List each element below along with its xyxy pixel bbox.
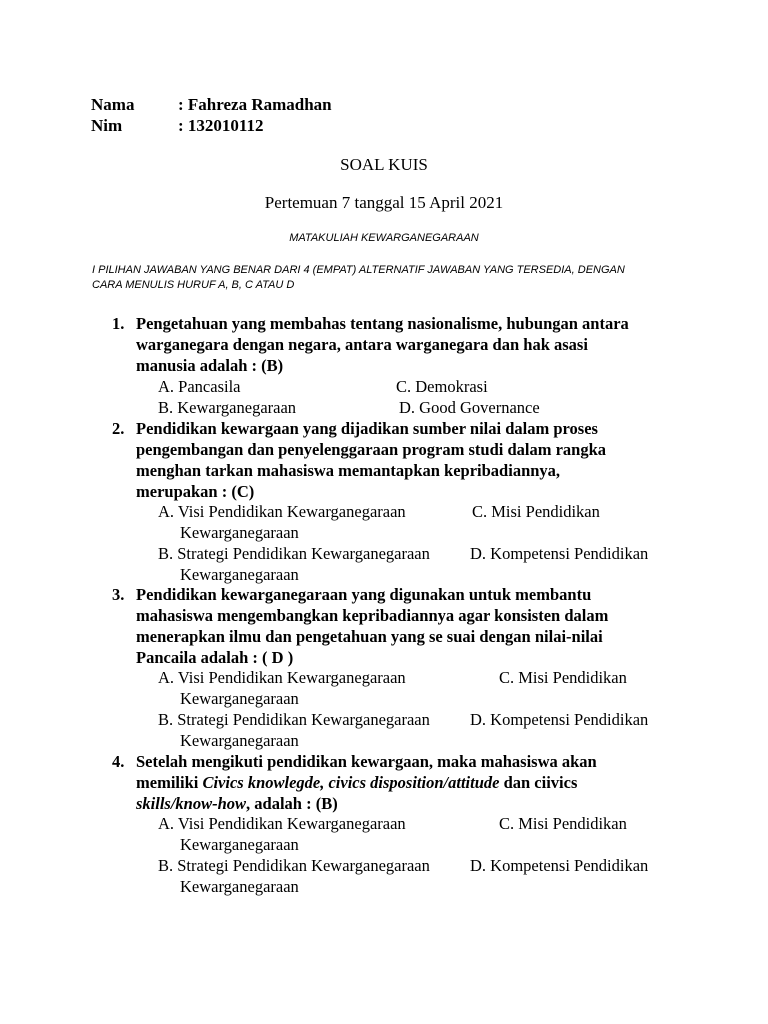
option-a: A. Visi Pendidikan Kewarganegaraan	[158, 502, 406, 521]
option-b: B. Strategi Pendidikan Kewarganegaraan	[158, 544, 430, 563]
question-text-line	[136, 793, 338, 814]
option-d: D. Kompetensi Pendidikan	[470, 856, 649, 875]
option-c: C. Misi Pendidikan	[472, 502, 600, 521]
option-b-continued: Kewarganegaraan	[180, 565, 299, 584]
option-b: B. Strategi Pendidikan Kewarganegaraan	[158, 710, 430, 729]
option-b: B. Strategi Pendidikan Kewarganegaraan	[158, 856, 430, 875]
question-number: 4.	[112, 752, 125, 771]
option-a-continued: Kewarganegaraan	[180, 523, 299, 542]
instruction-line-1: I PILIHAN JAWABAN YANG BENAR DARI 4 (EMPAT) ALTERNATIF JAWABAN YANG TERSEDIA, DENGAN	[92, 264, 625, 276]
nim-value: : 132010112	[178, 116, 264, 135]
question-number: 1.	[112, 314, 125, 333]
question-text-line: merupakan : (C)	[136, 482, 255, 501]
name-value: : Fahreza Ramadhan	[178, 95, 332, 114]
option-d: D. Kompetensi Pendidikan	[470, 544, 649, 563]
option-a-continued: Kewarganegaraan	[180, 835, 299, 854]
question-text-line: warganegara dengan negara, antara warganegara dan hak asasi	[136, 335, 588, 354]
question-text-segment: memiliki	[136, 773, 203, 792]
option-b-continued: Kewarganegaraan	[180, 877, 299, 896]
option-c: C. Misi Pendidikan	[499, 668, 627, 687]
question-text-line: manusia adalah : (B)	[136, 356, 284, 375]
option-b: B. Kewarganegaraan	[158, 398, 297, 417]
page-title: SOAL KUIS	[340, 155, 428, 174]
question-text-line: Pendidikan kewarganegaraan yang digunakan untuk membantu	[136, 585, 592, 604]
question-text-italic: Civics knowlegde, civics disposition/attitude	[202, 773, 500, 792]
question-text-line	[136, 772, 577, 793]
option-c: C. Misi Pendidikan	[499, 814, 627, 833]
question-text-line: mahasiswa mengembangkan kepribadiannya agar konsisten dalam	[136, 606, 609, 625]
name-label: Nama	[91, 95, 135, 114]
option-a: A. Visi Pendidikan Kewarganegaraan	[158, 814, 406, 833]
option-a: A. Pancasila	[158, 377, 241, 396]
option-a: A. Visi Pendidikan Kewarganegaraan	[158, 668, 406, 687]
option-d: D. Good Governance	[399, 398, 540, 417]
option-a-continued: Kewarganegaraan	[180, 689, 299, 708]
question-text-line: menghan tarkan mahasiswa memantapkan kepribadiannya,	[136, 461, 561, 480]
question-number: 2.	[112, 419, 125, 438]
option-b-continued: Kewarganegaraan	[180, 731, 299, 750]
nim-label: Nim	[91, 116, 123, 135]
option-c: C. Demokrasi	[396, 377, 488, 396]
question-text-italic: skills/know-how	[136, 794, 247, 813]
question-text-segment: , adalah : (B)	[246, 794, 338, 813]
question-text-segment: dan ciivics	[499, 773, 578, 792]
option-d: D. Kompetensi Pendidikan	[470, 710, 649, 729]
question-number: 3.	[112, 585, 125, 604]
question-text-line: menerapkan ilmu dan pengetahuan yang se suai dengan nilai-nilai	[136, 627, 603, 646]
question-text-line: Setelah mengikuti pendidikan kewargaan, maka mahasiswa akan	[136, 752, 597, 771]
instruction-line-2: CARA MENULIS HURUF A, B, C ATAU D	[92, 279, 295, 291]
course-name: MATAKULIAH KEWARGANEGARAAN	[289, 232, 479, 244]
meeting-info: Pertemuan 7 tanggal 15 April 2021	[264, 193, 504, 212]
question-text-line: Pancaila adalah : ( D )	[136, 648, 294, 667]
question-text-line: Pendidikan kewargaan yang dijadikan sumber nilai dalam proses	[136, 419, 598, 438]
question-text-line: Pengetahuan yang membahas tentang nasionalisme, hubungan antara	[136, 314, 629, 333]
question-text-line: pengembangan dan penyelenggaraan program studi dalam rangka	[136, 440, 607, 459]
